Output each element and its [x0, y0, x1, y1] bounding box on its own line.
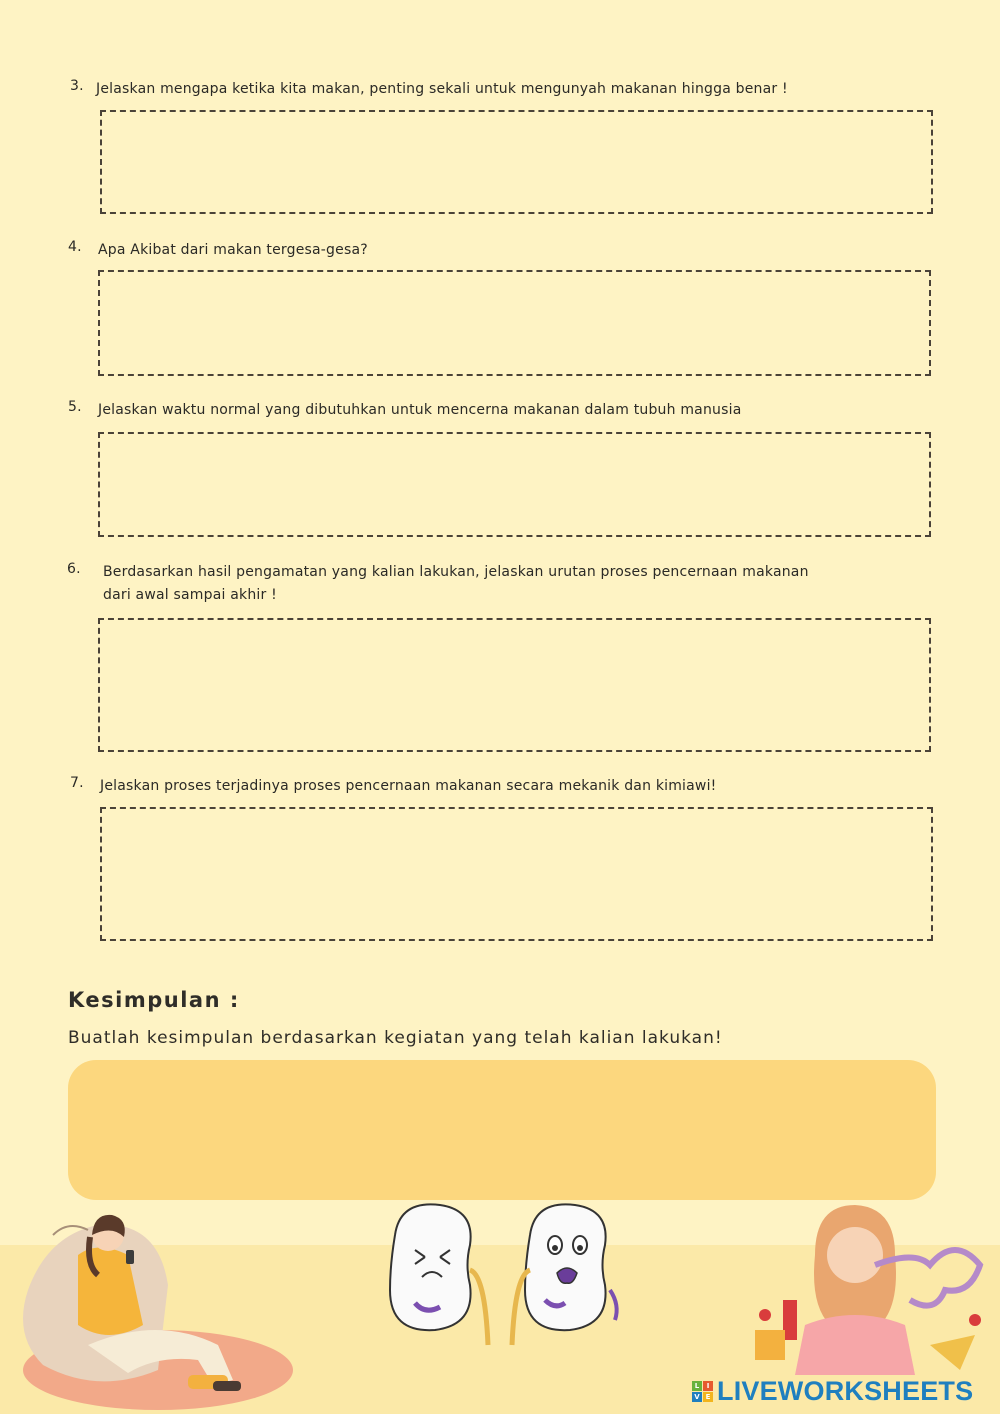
answer-input-7[interactable]	[102, 809, 931, 939]
question-number: 3.	[70, 78, 84, 94]
question-text: Jelaskan proses terjadinya proses pencernaan makanan secara mekanik dan kimiawi!	[100, 778, 717, 794]
question-6	[67, 561, 947, 607]
question-7	[70, 775, 950, 797]
question-number: 6.	[67, 561, 81, 577]
logo-letter: I	[703, 1381, 713, 1391]
question-text: Apa Akibat dari makan tergesa-gesa?	[98, 242, 368, 258]
conclusion-title: Kesimpulan :	[68, 988, 240, 1012]
conclusion-instruction: Buatlah kesimpulan berdasarkan kegiatan yang telah kalian lakukan!	[68, 1028, 723, 1048]
logo-letter: V	[692, 1392, 702, 1402]
logo-letter: L	[692, 1381, 702, 1391]
conclusion-input[interactable]	[68, 1060, 936, 1200]
question-text-line2: dari awal sampai akhir !	[103, 587, 277, 603]
question-text: Jelaskan waktu normal yang dibutuhkan untuk mencerna makanan dalam tubuh manusia	[98, 402, 742, 418]
answer-input-6[interactable]	[100, 620, 929, 750]
answer-input-3[interactable]	[102, 112, 931, 212]
sick-girl-junk-food-illustration	[745, 1195, 995, 1375]
kidney-characters-illustration	[370, 1195, 630, 1355]
answer-box-7[interactable]	[100, 807, 933, 941]
girl-on-beanbag-illustration	[8, 1195, 298, 1414]
liveworksheets-logo-text: LIVEWORKSHEETS	[717, 1375, 974, 1406]
answer-input-5[interactable]	[100, 434, 929, 535]
question-text-line1: Berdasarkan hasil pengamatan yang kalian lakukan, jelaskan urutan proses pencernaan makanan	[103, 564, 809, 580]
answer-box-3[interactable]	[100, 110, 933, 214]
question-5	[68, 399, 948, 421]
conclusion-answer-box[interactable]	[68, 1060, 936, 1200]
answer-box-4[interactable]	[98, 270, 931, 376]
question-text: Jelaskan mengapa ketika kita makan, penting sekali untuk mengunyah makanan hingga benar !	[96, 81, 788, 97]
question-4	[68, 239, 948, 261]
logo-letter: E	[703, 1392, 713, 1402]
answer-box-6[interactable]	[98, 618, 931, 752]
liveworksheets-logo	[692, 1374, 973, 1408]
question-3	[70, 78, 950, 100]
answer-box-5[interactable]	[98, 432, 931, 537]
question-number: 4.	[68, 239, 82, 255]
question-number: 7.	[70, 775, 84, 791]
answer-input-4[interactable]	[100, 272, 929, 374]
question-number: 5.	[68, 399, 82, 415]
liveworksheets-logo-mark	[692, 1381, 713, 1402]
